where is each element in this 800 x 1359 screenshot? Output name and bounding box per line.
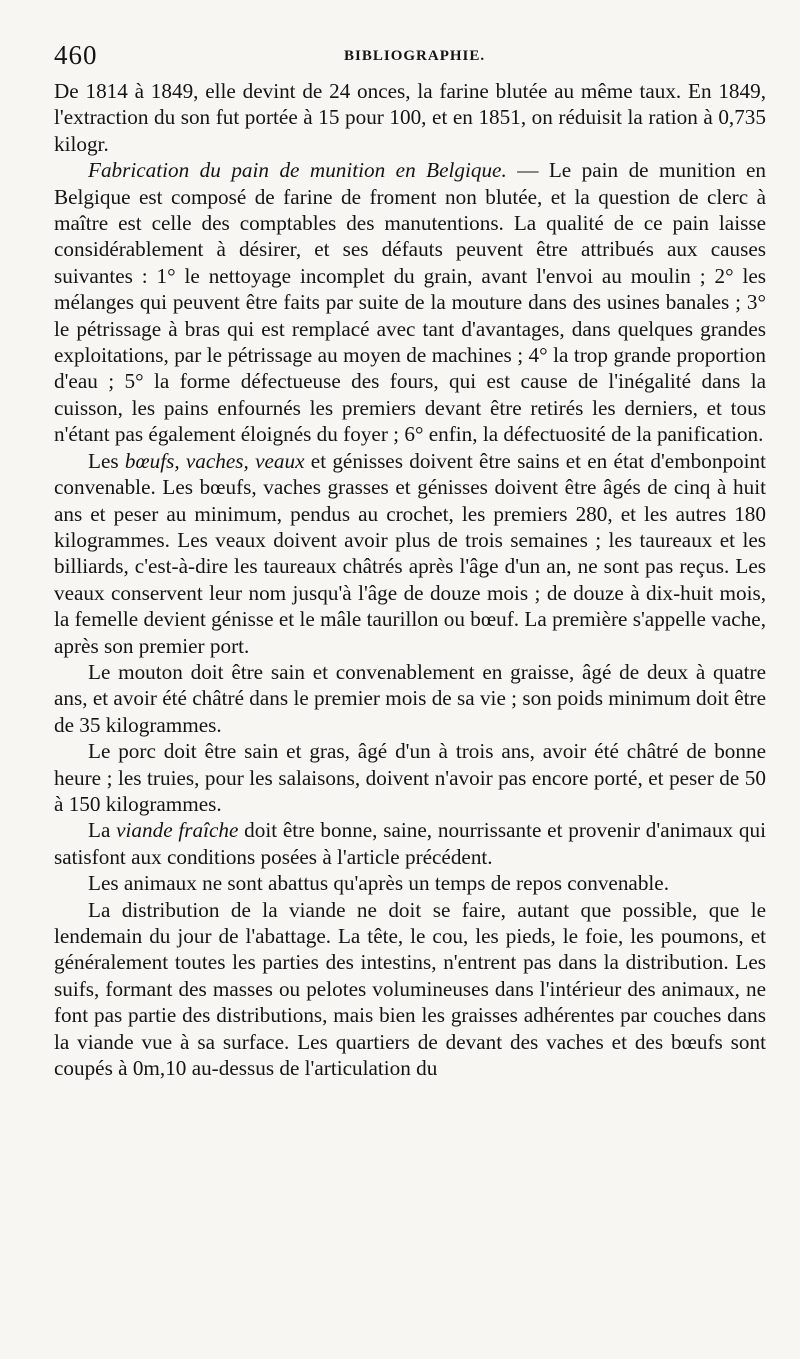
running-title: BIBLIOGRAPHIE. [344, 48, 486, 64]
paragraph-6 [54, 817, 766, 870]
paragraph-2-text: — Le pain de munition en Belgique est composé de farine de froment non blutée, et la question de clerc à maître est celle des comptables des manutentions. La qualité de ce pain laisse considérablement à désirer, et ses défauts peuvent être attribués aux causes suivantes : 1° le nettoyage incomplet du grain, avant l'envoi au moulin ; 2° les mélanges qui peuvent être faits par suite de la mouture dans des usines banales ; 3° le pétrissage à bras qui est remplacé avec tant d'avantages, dans quelques grandes exploitations, par le pétrissage au moyen de machines ; 4° la trop grande proportion d'eau ; 5° la forme défectueuse des fours, qui est cause de l'inégalité dans la cuisson, les pains enfournés les premiers devant être retirés les derniers, et tous n'étant pas également éloignés du foyer ; 6° enfin, la défectuosité de la panification. [54, 158, 766, 447]
paragraph-1-text: De 1814 à 1849, elle devint de 24 onces, la farine blutée au même taux. En 1849, l'extraction du son fut portée à 15 pour 100, et en 1851, on réduisit la ration à 0,735 kilogr. [54, 79, 766, 156]
paragraph-3 [54, 448, 766, 659]
paragraph-8 [54, 897, 766, 1082]
paragraph-8-text: La distribution de la viande ne doit se faire, autant que possible, que le lendemain du jour de l'abattage. La tête, le cou, les pieds, le foie, les poumons, et généralement toutes les parties des intestins, n'entrent pas dans la distribution. Les suifs, formant des masses ou pelotes volumineuses dans l'intérieur des animaux, ne font pas partie des distributions, mais bien les graisses adhérentes par couches dans la viande vue à sa surface. Les quartiers de devant des vaches et des bœufs sont coupés à 0m,10 au-dessus de l'articulation du [54, 897, 766, 1081]
paragraph-3-prefix: Les [88, 448, 125, 473]
paragraph-1 [54, 78, 766, 157]
paragraph-4-text: Le mouton doit être sain et convenablement en graisse, âgé de deux à quatre ans, et avoir été châtré dans le premier mois de sa vie ; son poids minimum doit être de 35 kilogrammes. [54, 659, 766, 737]
paragraph-5-text: Le porc doit être sain et gras, âgé d'un à trois ans, avoir été châtré de bonne heure ; les truies, pour les salaisons, doivent n'avoir pas encore porté, et peser de 50 à 150 kilogrammes. [54, 739, 766, 816]
paragraph-2-italic-heading: Fabrication du pain de munition en Belgique. [88, 158, 507, 183]
paragraph-3-text: et génisses doivent être sains et en état d'embonpoint convenable. Les bœufs, vaches grasses et génisses doivent être âgés de cinq à huit ans et peser au minimum, pendus au crochet, les premiers 280, et les autres 180 kilogrammes. Les veaux doivent avoir plus de trois semaines ; les taureaux et les billiards, c'est-à-dire les taureaux châtrés après l'âge d'un an, ne sont pas reçus. Les veaux conservent leur nom jusqu'à l'âge de douze mois ; de douze à dix-huit mois, la femelle devient génisse et le mâle taurillon ou bœuf. La première s'appelle vache, après son premier port. [54, 448, 767, 658]
paragraph-2 [54, 157, 766, 447]
paragraph-7 [54, 870, 766, 896]
paragraph-7-text: Les animaux ne sont abattus qu'après un temps de repos convenable. [88, 871, 670, 896]
paragraph-5 [54, 738, 766, 817]
paragraph-6-text: doit être bonne, saine, nourrissante et provenir d'animaux qui satisfont aux conditions posées à l'article précédent. [54, 818, 766, 869]
paragraph-6-prefix: La [88, 818, 117, 843]
page-number: 460 [54, 40, 98, 70]
paragraph-3-italic-terms: bœufs, vaches, veaux [124, 448, 305, 473]
page-header [54, 40, 766, 70]
paragraph-4 [54, 659, 766, 738]
page [54, 40, 766, 1081]
body-text [54, 78, 766, 1081]
paragraph-6-italic-term: viande fraîche [116, 818, 239, 843]
